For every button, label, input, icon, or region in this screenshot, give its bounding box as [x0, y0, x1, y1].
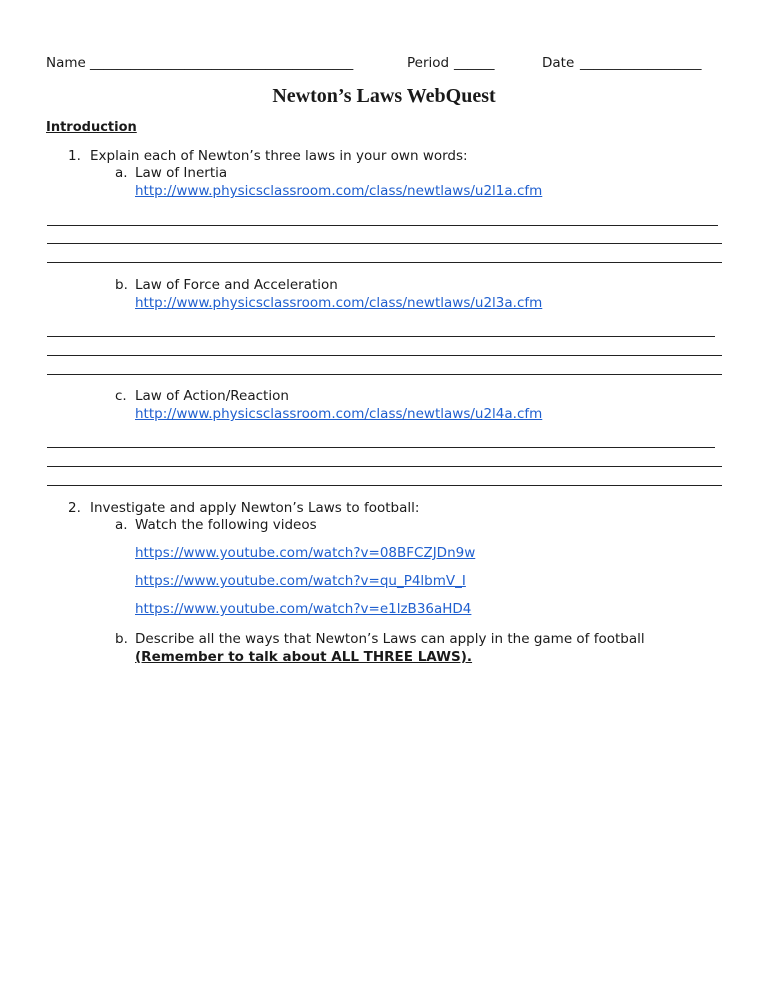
date-field[interactable]: __________________	[580, 55, 702, 71]
date-label: Date	[542, 55, 575, 71]
question-2-number: 2.	[68, 500, 81, 516]
answer-line[interactable]	[47, 466, 722, 467]
item-1c-label: Law of Action/Reaction	[135, 388, 289, 404]
name-field[interactable]: _______________________________________	[90, 55, 354, 71]
answer-line[interactable]	[47, 243, 722, 244]
item-2a-letter: a.	[115, 517, 128, 533]
item-1c-letter: c.	[115, 388, 127, 404]
answer-line[interactable]	[47, 262, 722, 263]
video-link-3[interactable]: https://www.youtube.com/watch?v=e1lzB36aHD4	[135, 601, 472, 617]
link-law-of-action-reaction[interactable]: http://www.physicsclassroom.com/class/newtlaws/u2l4a.cfm	[135, 406, 543, 422]
answer-line[interactable]	[47, 447, 715, 448]
link-law-of-force[interactable]: http://www.physicsclassroom.com/class/newtlaws/u2l3a.cfm	[135, 295, 543, 311]
link-law-of-inertia[interactable]: http://www.physicsclassroom.com/class/newtlaws/u2l1a.cfm	[135, 183, 543, 199]
answer-line[interactable]	[47, 225, 718, 226]
answer-line[interactable]	[47, 374, 722, 375]
answer-line[interactable]	[47, 485, 722, 486]
item-2b-letter: b.	[115, 631, 128, 647]
period-field[interactable]: ______	[454, 55, 495, 71]
item-2b-reminder: (Remember to talk about ALL THREE LAWS).	[135, 649, 473, 665]
item-1b-label: Law of Force and Acceleration	[135, 277, 338, 293]
question-2-text: Investigate and apply Newton’s Laws to football:	[90, 500, 420, 516]
video-link-2[interactable]: https://www.youtube.com/watch?v=qu_P4lbmV_I	[135, 573, 466, 589]
name-label: Name	[46, 55, 86, 71]
item-1b-letter: b.	[115, 277, 128, 293]
item-2a-text: Watch the following videos	[135, 517, 317, 533]
item-1a-letter: a.	[115, 165, 128, 181]
section-heading-introduction: Introduction	[46, 120, 137, 135]
answer-line[interactable]	[47, 355, 722, 356]
period-label: Period	[407, 55, 450, 71]
page-title: Newton’s Laws WebQuest	[272, 85, 496, 107]
item-2b-text: Describe all the ways that Newton’s Laws can apply in the game of football	[135, 631, 645, 647]
item-1a-label: Law of Inertia	[135, 165, 228, 181]
video-link-1[interactable]: https://www.youtube.com/watch?v=08BFCZJDn9w	[135, 545, 476, 561]
answer-line[interactable]	[47, 336, 715, 337]
question-1-number: 1.	[68, 148, 81, 164]
question-1-text: Explain each of Newton’s three laws in your own words:	[90, 148, 468, 164]
